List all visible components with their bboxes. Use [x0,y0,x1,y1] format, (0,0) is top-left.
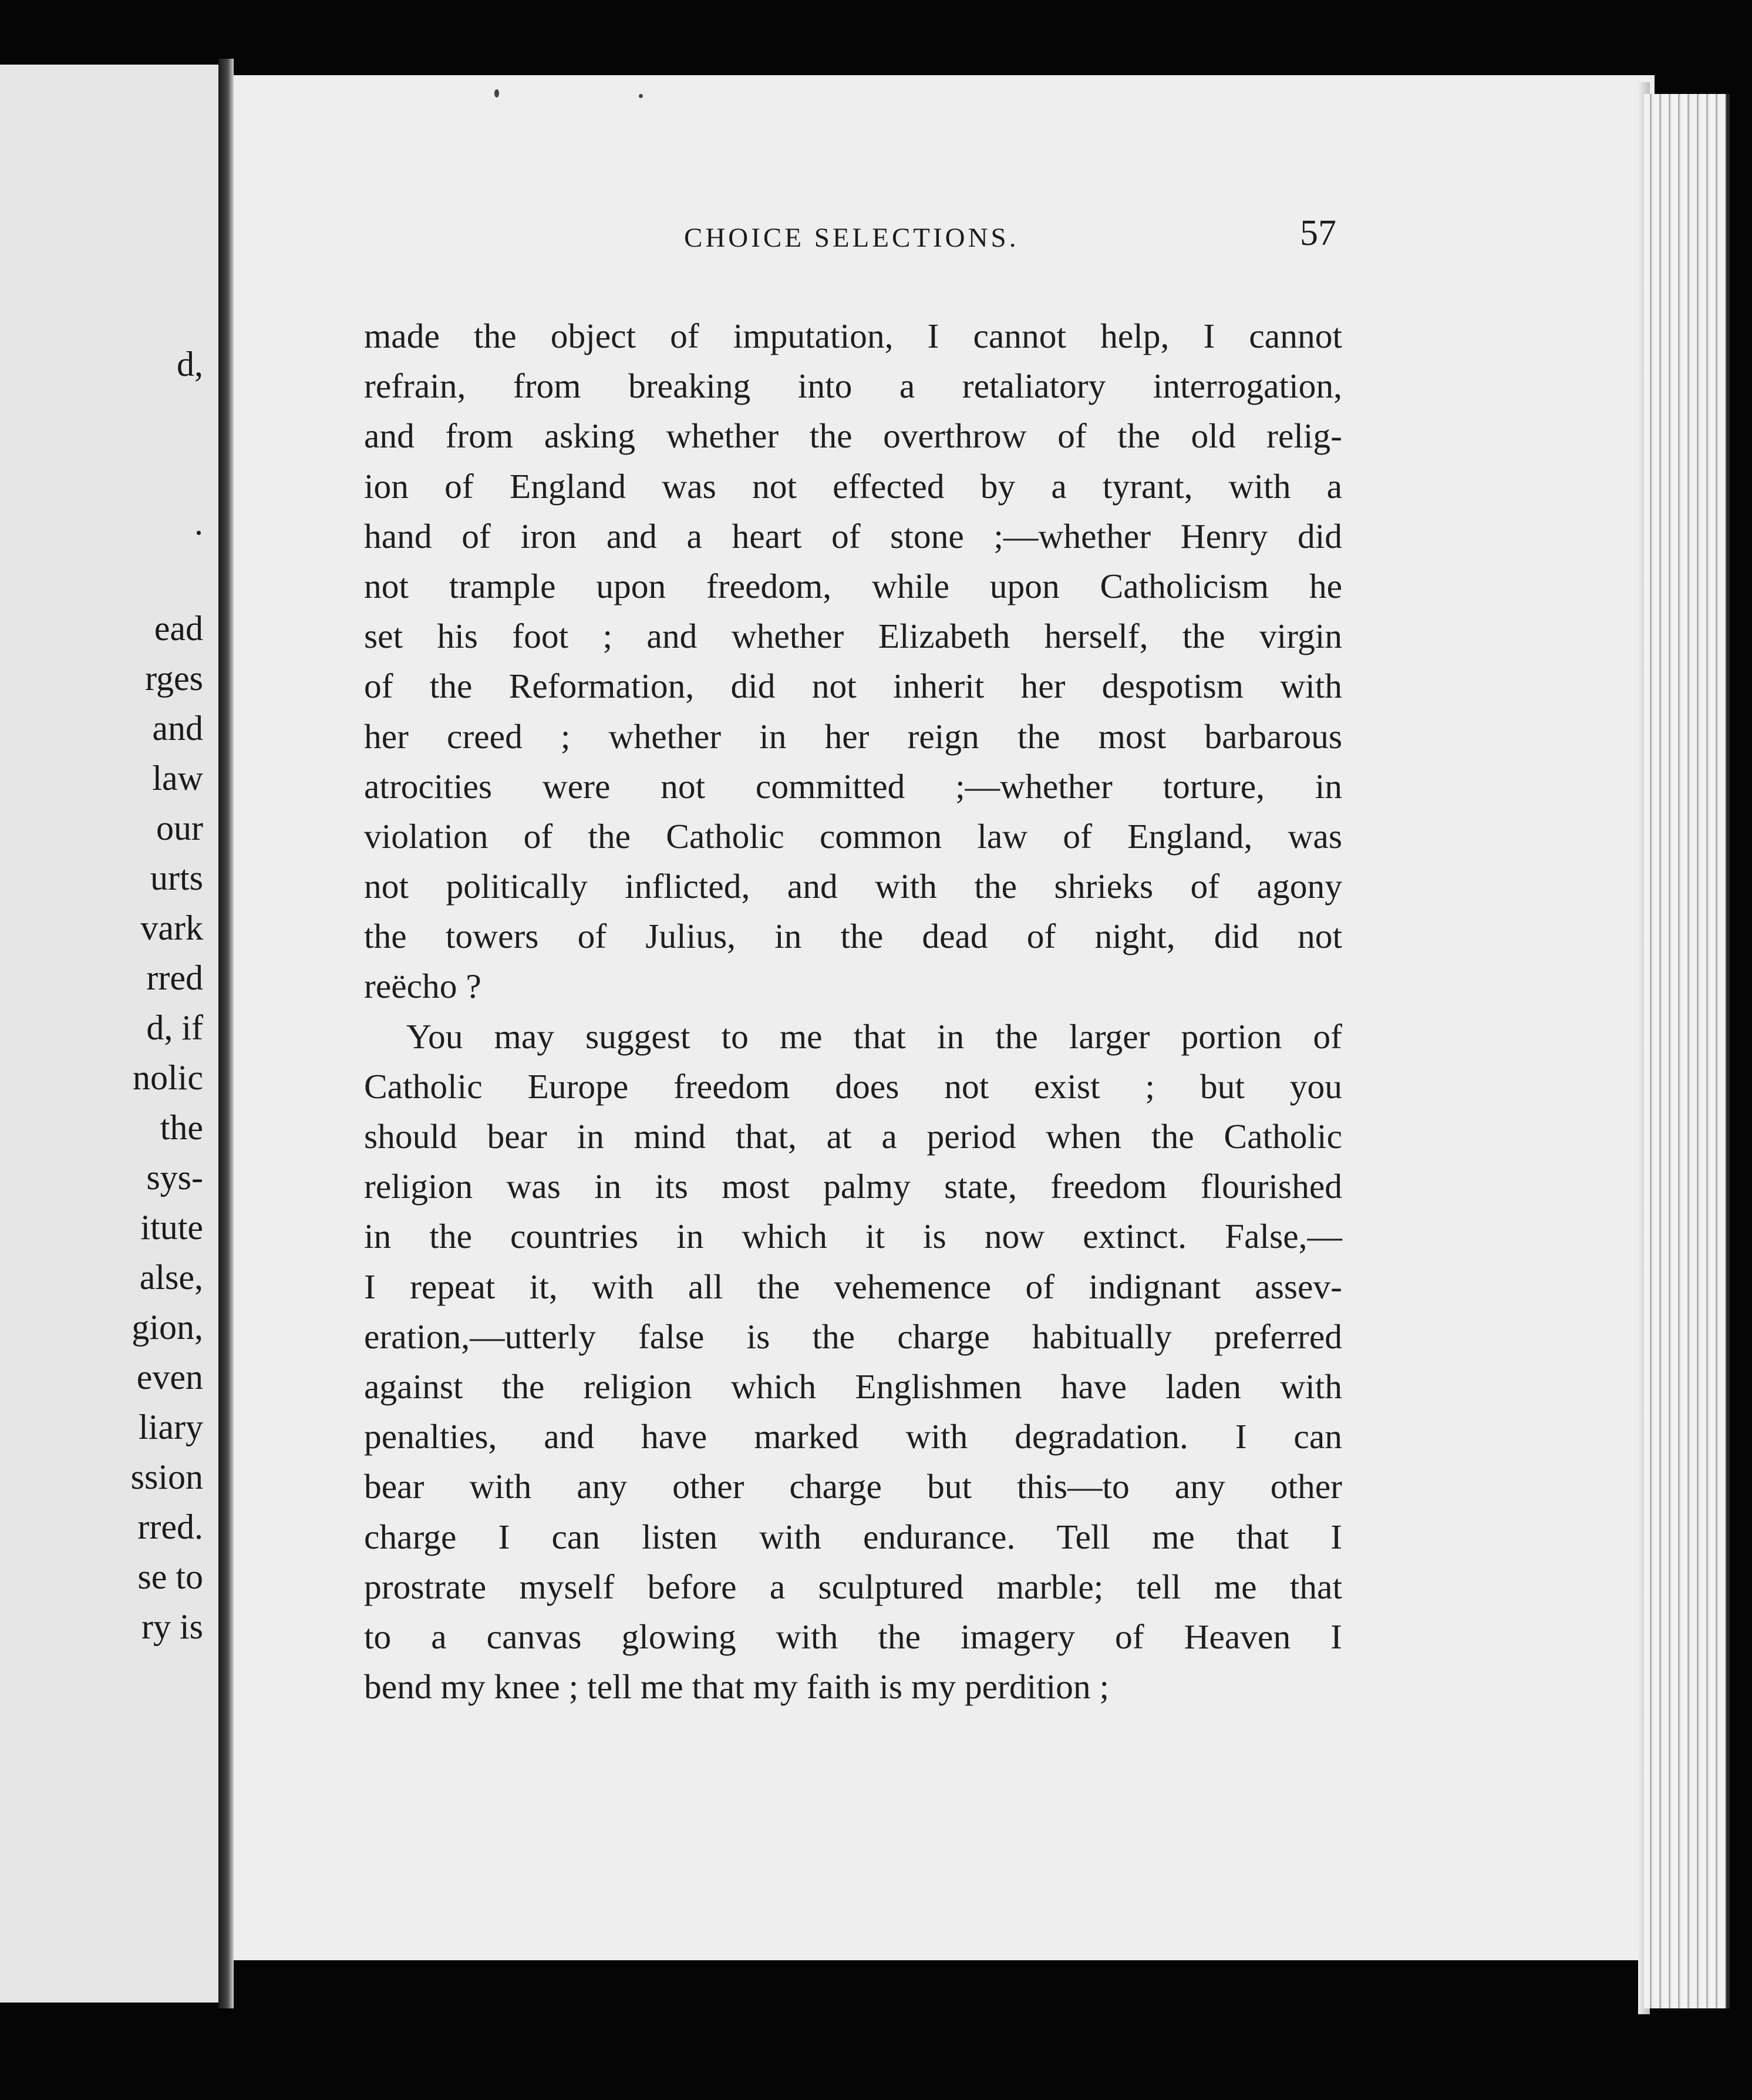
text-line: bend my knee ; tell me that my faith is my perdition ; [364,1667,1110,1707]
text-line: Catholic Europe freedom does not exist ; but you [364,1066,1342,1106]
text-line: refrain, from breaking into a retaliatory interrogation, [364,366,1342,406]
left-page-fragment: vark [140,908,203,947]
left-page-fragment: ry is [141,1607,203,1646]
text-line: eration,—utterly false is the charge habitually preferred [364,1317,1342,1356]
left-page-fragment: rred. [137,1507,203,1546]
text-line: violation of the Catholic common law of England, was [364,816,1342,856]
text-line: should bear in mind that, at a period when the Catholic [364,1117,1342,1156]
scan-speck [494,89,499,97]
paragraph-1 [364,311,1342,1012]
left-page-fragment: urts [150,859,203,897]
body-text [364,311,1342,1712]
left-page-fragment: se to [137,1557,203,1596]
left-page-fragment: alse, [139,1258,203,1297]
text-line: bear with any other charge but this—to any other [364,1467,1342,1506]
text-line: atrocities were not committed ;—whether torture, in [364,766,1342,806]
left-page-fragment: rges [145,659,203,698]
left-page-fragment: d, if [146,1008,203,1047]
left-page-fragment: even [136,1358,203,1396]
left-page-fragment: rred [146,958,203,997]
text-line: ion of England was not effected by a tyrant, with a [364,466,1342,506]
running-header: CHOICE SELECTIONS. [684,223,1019,253]
left-page-fragment: ssion [130,1458,203,1496]
scan-speck [639,94,643,98]
text-line: to a canvas glowing with the imagery of Heaven I [364,1617,1342,1656]
text-line: the towers of Julius, in the dead of night, did not [364,917,1342,956]
text-line: prostrate myself before a sculptured marble; tell me that [364,1567,1342,1606]
text-line: not politically inflicted, and with the shrieks of agony [364,867,1342,906]
left-page-fragment: our [156,809,203,847]
text-line: and from asking whether the overthrow of the old relig- [364,416,1342,456]
left-page-fragment: and [152,709,203,748]
text-line: set his foot ; and whether Elizabeth herself, the virgin [364,617,1342,656]
left-page-fragment: . [194,503,203,542]
left-page-fragment: liary [139,1408,203,1446]
left-page-fragment: ead [154,609,203,648]
text-line: charge I can listen with endurance. Tell me that I [364,1517,1342,1556]
text-line: of the Reformation, did not inherit her despotism with [364,667,1342,706]
text-line: penalties, and have marked with degradation. I can [364,1417,1342,1456]
text-line: religion was in its most palmy state, freedom flourished [364,1167,1342,1206]
left-page-fragment: itute [140,1208,203,1247]
text-line: in the countries in which it is now extinct. False,— [364,1217,1342,1256]
left-page-fragment: the [160,1108,203,1147]
book-gutter [218,59,234,2008]
text-line: her creed ; whether in her reign the most barbarous [364,716,1342,756]
text-line: against the religion which Englishmen have laden with [364,1367,1342,1406]
left-facing-page [0,65,221,2003]
page-number: 57 [1300,213,1336,253]
text-line: hand of iron and a heart of stone ;—whether Henry did [364,516,1342,556]
text-line: made the object of imputation, I cannot help, I cannot [364,317,1342,355]
left-page-fragment: d, [177,345,203,383]
left-page-fragment: law [152,759,203,797]
text-line: I repeat it, with all the vehemence of indignant assev- [364,1267,1342,1306]
text-line: reëcho ? [364,967,481,1006]
paragraph-2 [364,1012,1342,1712]
stacked-page-edges [1644,94,1730,2008]
text-line: You may suggest to me that in the larger portion of [406,1017,1342,1056]
left-page-fragment: sys- [146,1158,203,1197]
left-page-fragment: gion, [132,1308,203,1347]
text-line: not trample upon freedom, while upon Catholicism he [364,566,1342,605]
left-page-fragment: nolic [133,1058,203,1097]
